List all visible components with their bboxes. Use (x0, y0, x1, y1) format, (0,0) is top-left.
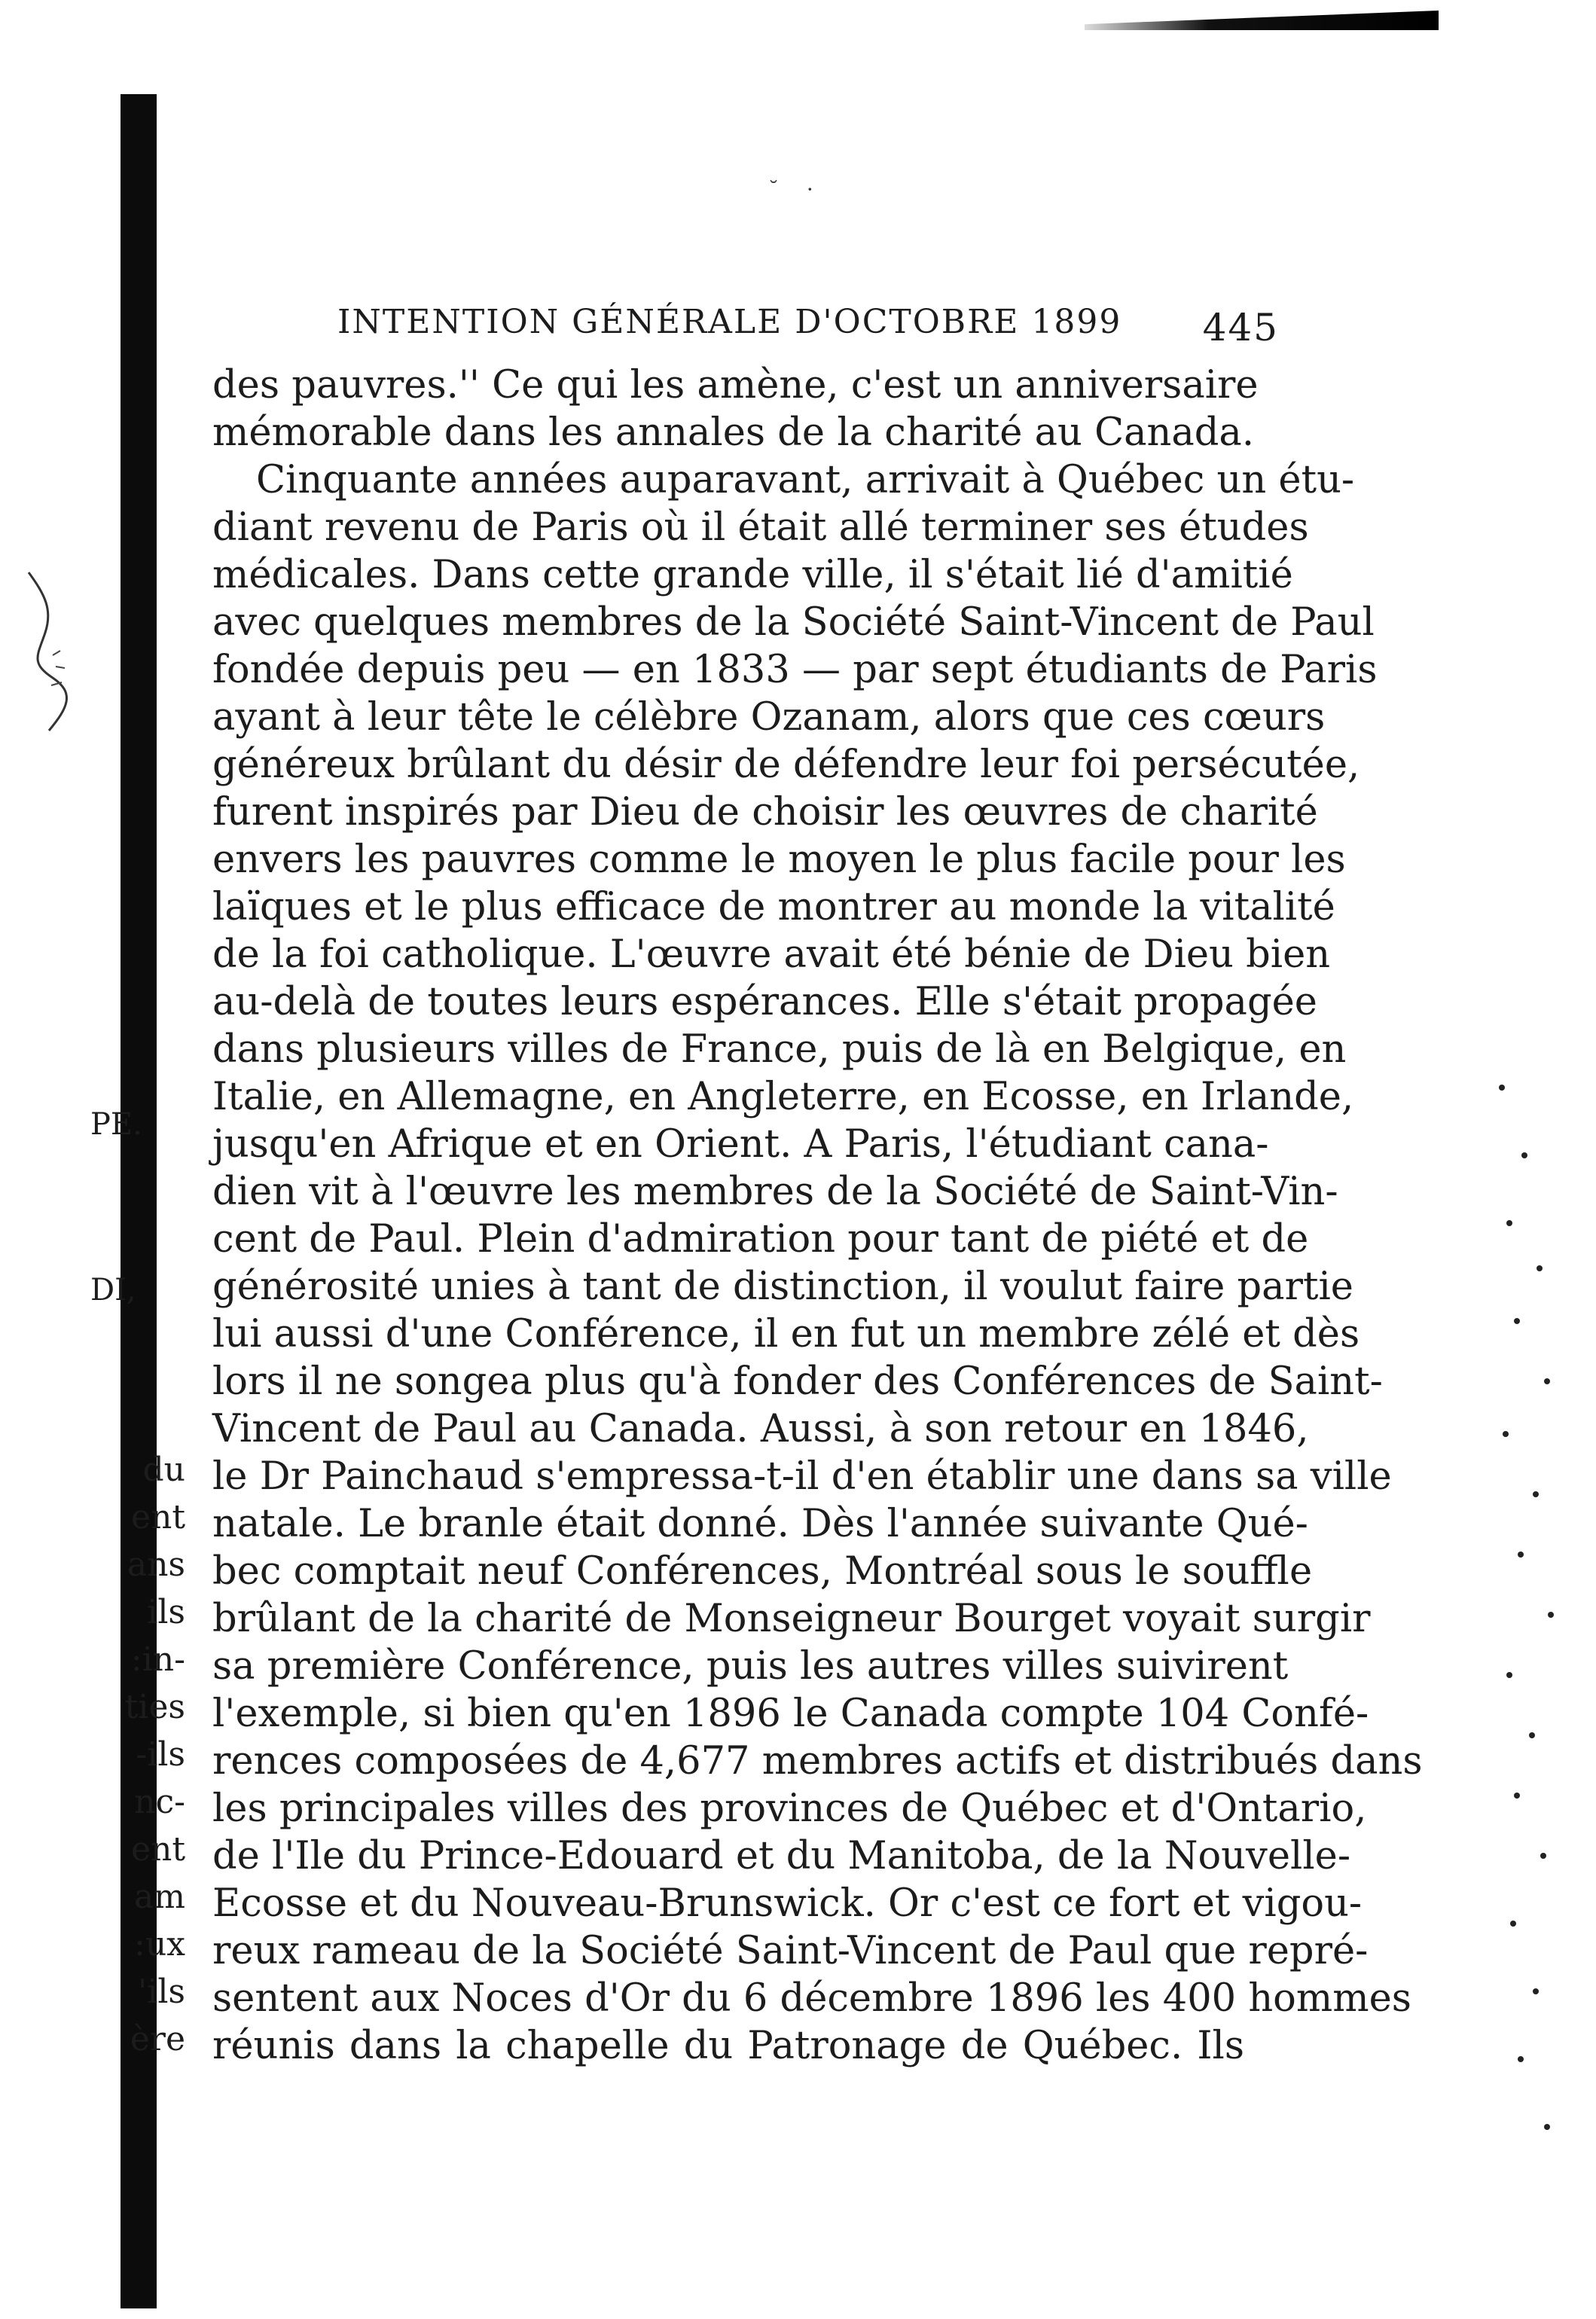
right-margin-dots (1491, 1069, 1582, 2162)
margin-fragment: 'ils (138, 1973, 185, 2011)
text-line: dans plusieurs villes de France, puis de là en Belgique, en (212, 1027, 1347, 1072)
page-number: 445 (1202, 306, 1279, 349)
text-line: le Dr Painchaud s'empressa-t-il d'en établir une dans sa ville (212, 1454, 1392, 1499)
body-text (212, 362, 1423, 2070)
margin-ink-scribble (23, 565, 75, 738)
text-line: les principales villes des provinces de Québec et d'Ontario, (212, 1787, 1367, 1831)
text-line: reux rameau de la Société Saint-Vincent de Paul que repré- (212, 1929, 1369, 1973)
text-line: jusqu'en Afrique et en Orient. A Paris, l'étudiant cana- (212, 1122, 1269, 1167)
text-line: laïques et le plus efficace de montrer au monde la vitalité (212, 885, 1335, 929)
margin-fragment: ent (130, 1498, 185, 1536)
text-line: fondée depuis peu — en 1833 — par sept étudiants de Paris (212, 648, 1378, 692)
margin-fragment: ans (127, 1545, 185, 1584)
text-line: Cinquante années auparavant, arrivait à Québec un étu- (256, 458, 1355, 502)
text-line: Ecosse et du Nouveau-Brunswick. Or c'est ce fort et vigou- (212, 1881, 1363, 1926)
margin-fragment: ère (130, 2020, 185, 2058)
text-line: rences composées de 4,677 membres actifs et distribués dans (212, 1739, 1423, 1783)
text-line: diant revenu de Paris où il était allé terminer ses études (212, 505, 1309, 550)
text-line: mémorable dans les annales de la charité au Canada. (212, 410, 1255, 455)
text-line: ayant à leur tête le célèbre Ozanam, alors que ces cœurs (212, 695, 1326, 740)
margin-fragment: am (134, 1878, 185, 1916)
text-line: médicales. Dans cette grande ville, il s'était lié d'amitié (212, 553, 1293, 597)
text-line: de la foi catholique. L'œuvre avait été bénie de Dieu bien (212, 932, 1331, 977)
text-line: au-delà de toutes leurs espérances. Elle s'était propagée (212, 980, 1317, 1024)
running-header (337, 295, 1279, 348)
text-line: des pauvres.'' Ce qui les amène, c'est un anniversaire (212, 363, 1259, 407)
margin-fragment: :in- (130, 1640, 185, 1679)
left-margin-fragments (74, 1446, 185, 2063)
text-line: avec quelques membres de la Société Saint-Vincent de Paul (212, 600, 1375, 645)
header-title: INTENTION GÉNÉRALE D'OCTOBRE 1899 (337, 303, 1122, 341)
text-line: natale. Le branle était donné. Dès l'année suivante Qué- (212, 1502, 1308, 1546)
margin-fragment: ent (130, 1830, 185, 1869)
margin-fragment: ties (124, 1688, 185, 1726)
text-line: l'exemple, si bien qu'en 1896 le Canada compte 104 Confé- (212, 1692, 1369, 1736)
margin-fragment: :ux (134, 1925, 185, 1964)
text-line: sa première Conférence, puis les autres villes suivirent (212, 1644, 1289, 1689)
text-line: réunis dans la chapelle du Patronage de Québec. Ils (212, 2024, 1244, 2068)
top-edge-rule (1085, 11, 1439, 30)
margin-fragment: nc- (134, 1783, 185, 1821)
text-line: envers les pauvres comme le moyen le plus facile pour les (212, 838, 1346, 882)
margin-fragment: du (142, 1451, 185, 1489)
text-line: lors il ne songea plus qu'à fonder des Conférences de Saint- (212, 1359, 1383, 1404)
text-line: générosité unies à tant de distinction, il voulut faire partie (212, 1265, 1353, 1309)
margin-head-fragment: DI, (90, 1273, 136, 1307)
text-line: bec comptait neuf Conférences, Montréal sous le souffle (212, 1549, 1313, 1594)
text-line: cent de Paul. Plein d'admiration pour tant de piété et de (212, 1217, 1309, 1262)
text-line: furent inspirés par Dieu de choisir les œuvres de charité (212, 790, 1318, 835)
text-line: dien vit à l'œuvre les membres de la Société de Saint-Vin- (212, 1170, 1338, 1214)
text-line: Vincent de Paul au Canada. Aussi, à son retour en 1846, (212, 1407, 1309, 1451)
text-line: de l'Ile du Prince-Edouard et du Manitoba, de la Nouvelle- (212, 1834, 1351, 1878)
ink-specks: ˘ · (768, 177, 824, 202)
margin-head-fragment: PE. (90, 1107, 142, 1142)
text-line: lui aussi d'une Conférence, il en fut un membre zélé et dès (212, 1312, 1360, 1356)
text-line: brûlant de la charité de Monseigneur Bourget voyait surgir (212, 1597, 1371, 1641)
margin-fragment: ils (147, 1593, 185, 1631)
text-line: Italie, en Allemagne, en Angleterre, en Ecosse, en Irlande, (212, 1075, 1354, 1119)
margin-fragment: -ils (136, 1735, 185, 1774)
text-line: sentent aux Noces d'Or du 6 décembre 1896 les 400 hommes (212, 1976, 1411, 2021)
text-line: généreux brûlant du désir de défendre leur foi persécutée, (212, 743, 1360, 787)
